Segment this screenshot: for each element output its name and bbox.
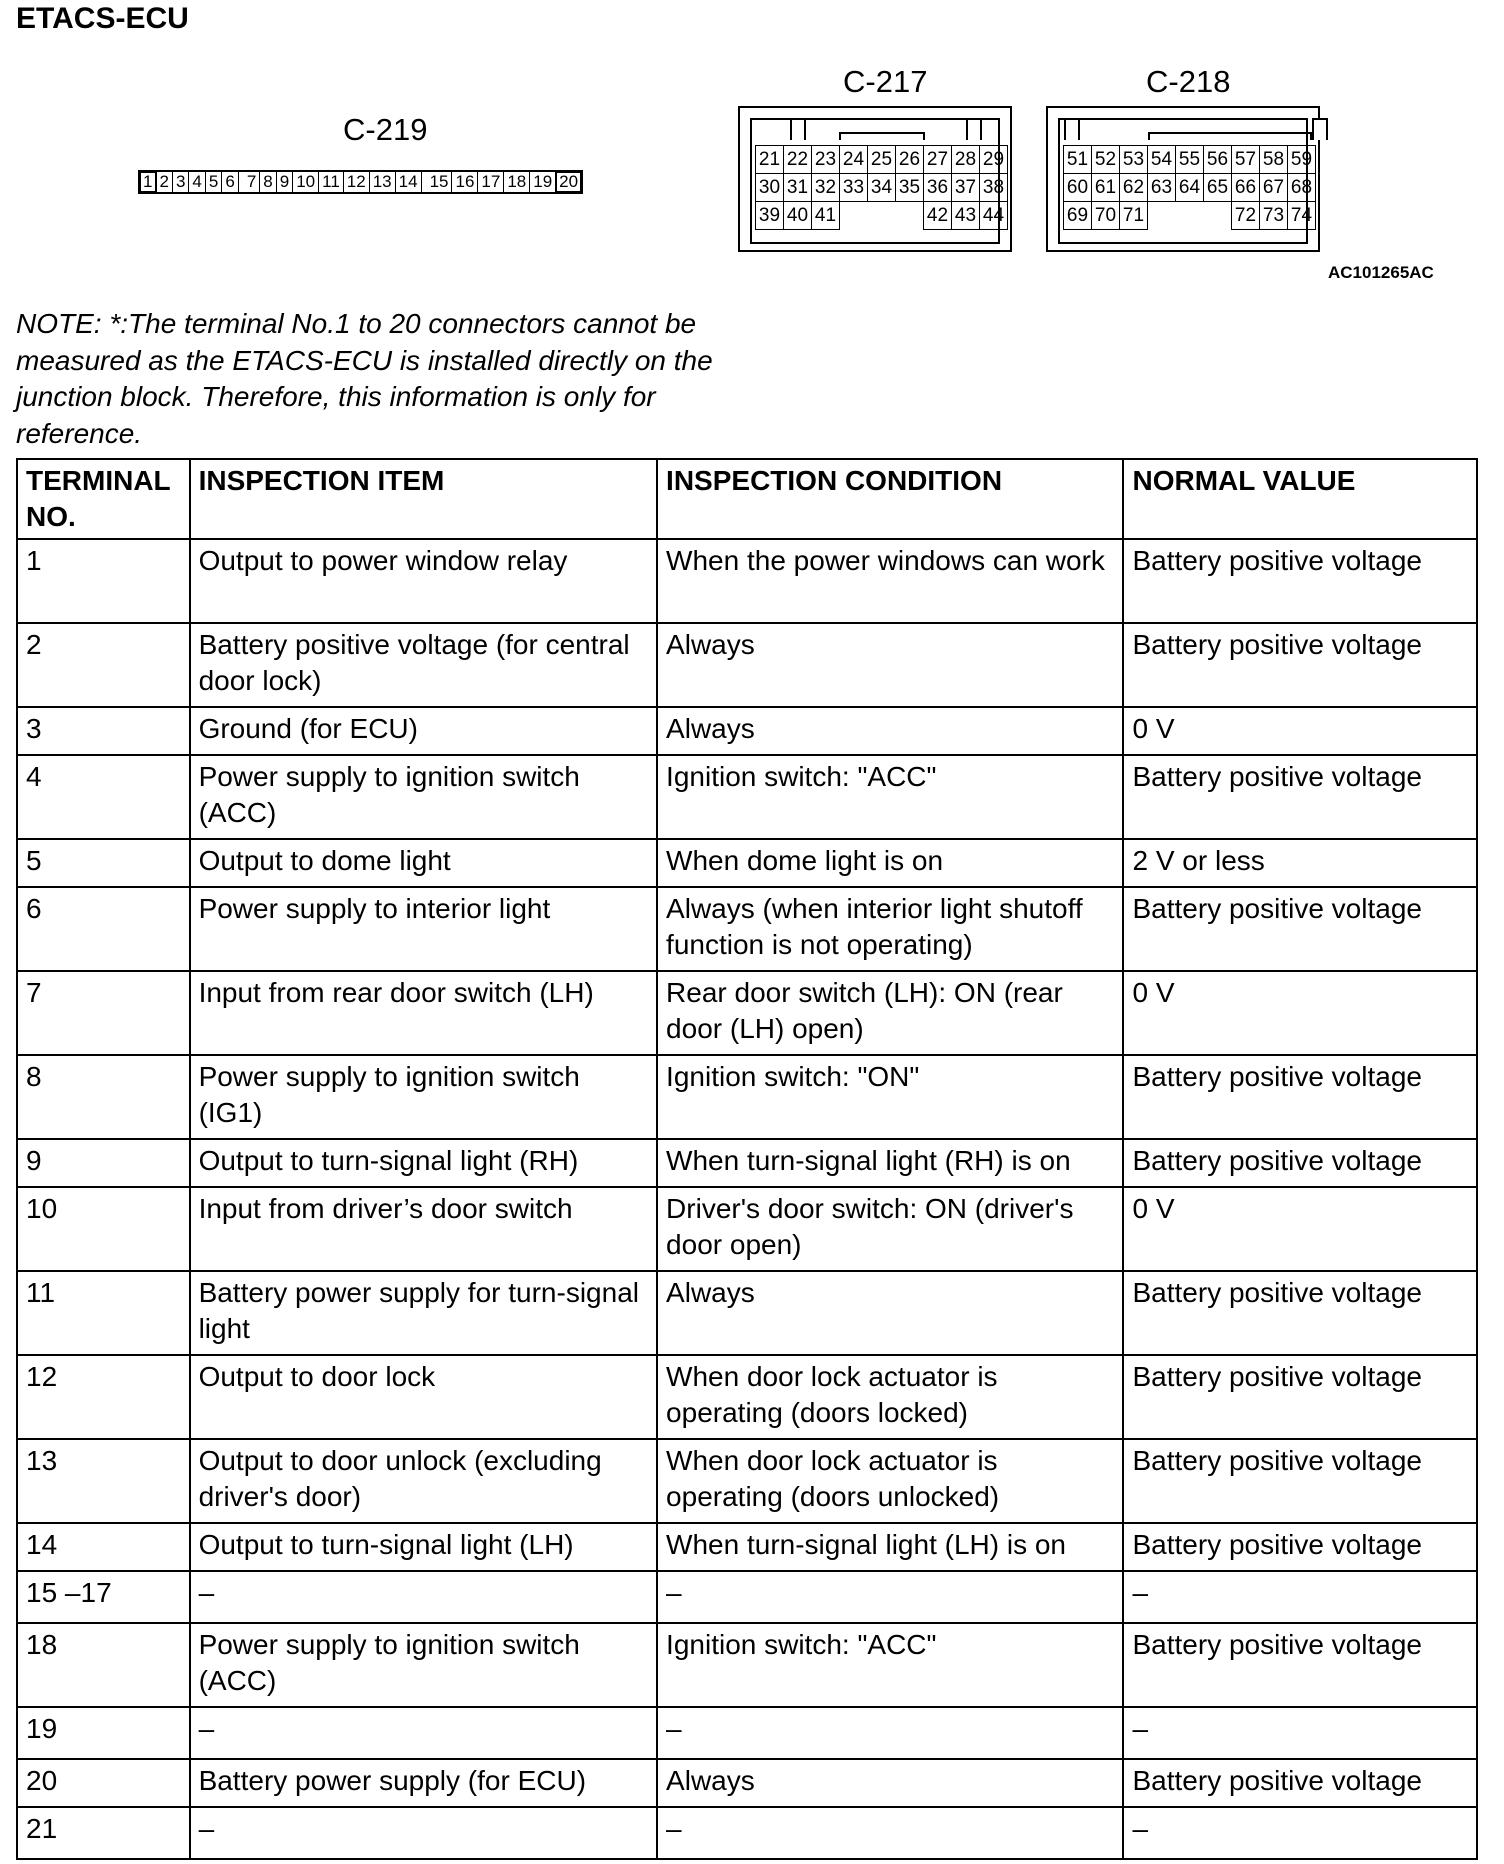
c217-pin: 34 bbox=[867, 173, 896, 202]
c218-pin: 53 bbox=[1119, 145, 1148, 174]
connector-c218-label: C-218 bbox=[1146, 64, 1231, 99]
note-text: NOTE: *:The terminal No.1 to 20 connectors cannot be measured as the ETACS-ECU is installed directly on the junction block. Therefore, this information is only for reference. bbox=[16, 308, 713, 449]
cell-inspection-item: Input from rear door switch (LH) bbox=[190, 971, 657, 1055]
cell-inspection-condition: When turn-signal light (LH) is on bbox=[657, 1523, 1123, 1571]
c218-pin: 62 bbox=[1119, 173, 1148, 202]
c218-pin: 51 bbox=[1063, 145, 1092, 174]
cell-inspection-condition: Ignition switch: "ON" bbox=[657, 1055, 1123, 1139]
cell-normal-value: – bbox=[1123, 1707, 1477, 1759]
cell-normal-value: Battery positive voltage bbox=[1123, 623, 1477, 707]
cell-inspection-condition: – bbox=[657, 1707, 1123, 1759]
c219-pin: 9 bbox=[277, 172, 293, 192]
table-row bbox=[17, 971, 1477, 1055]
c219-pin: 6 bbox=[222, 172, 238, 192]
cell-normal-value: Battery positive voltage bbox=[1123, 887, 1477, 971]
c219-pin: 13 bbox=[370, 172, 396, 192]
c217-pin: 42 bbox=[923, 201, 952, 230]
c218-pin: 57 bbox=[1231, 145, 1260, 174]
cell-inspection-item: Output to power window relay bbox=[190, 539, 657, 623]
c217-pin: 29 bbox=[979, 145, 1008, 174]
c217-pin: 38 bbox=[979, 173, 1008, 202]
c217-pin: 24 bbox=[839, 145, 868, 174]
c218-pin: 55 bbox=[1175, 145, 1204, 174]
c218-pin: 69 bbox=[1063, 201, 1092, 230]
cell-inspection-condition: Ignition switch: "ACC" bbox=[657, 1623, 1123, 1707]
cell-normal-value: 2 V or less bbox=[1123, 839, 1477, 887]
c217-pin: 33 bbox=[839, 173, 868, 202]
c217-pin: 21 bbox=[755, 145, 784, 174]
cell-inspection-condition: Always bbox=[657, 623, 1123, 707]
c217-pin: 40 bbox=[783, 201, 812, 230]
c217-pin bbox=[839, 201, 868, 230]
header-inspection-condition: INSPECTION CONDITION bbox=[657, 459, 1123, 539]
c218-pin: 70 bbox=[1091, 201, 1120, 230]
cell-terminal-no: 2 bbox=[17, 623, 190, 707]
c217-pin: 23 bbox=[811, 145, 840, 174]
c217-pin: 28 bbox=[951, 145, 980, 174]
c218-pin: 60 bbox=[1063, 173, 1092, 202]
c219-pin: 2 bbox=[156, 172, 172, 192]
c218-pin: 59 bbox=[1287, 145, 1316, 174]
c219-pin: 15 bbox=[422, 172, 453, 192]
c219-pin: 10 bbox=[293, 172, 319, 192]
table-row bbox=[17, 1355, 1477, 1439]
connector-c218-diagram bbox=[1046, 106, 1320, 252]
cell-inspection-item: Output to door unlock (excluding driver's door) bbox=[190, 1439, 657, 1523]
c217-pin: 32 bbox=[811, 173, 840, 202]
cell-inspection-condition: When the power windows can work bbox=[657, 539, 1123, 623]
cell-terminal-no: 6 bbox=[17, 887, 190, 971]
c219-pin: 12 bbox=[344, 172, 370, 192]
c217-pin: 27 bbox=[923, 145, 952, 174]
c219-pin: 17 bbox=[478, 172, 504, 192]
connector-c219-diagram bbox=[138, 170, 583, 194]
c219-pin: 18 bbox=[504, 172, 530, 192]
table-row bbox=[17, 887, 1477, 971]
cell-inspection-condition: Always bbox=[657, 1759, 1123, 1807]
cell-inspection-item: Battery positive voltage (for central door lock) bbox=[190, 623, 657, 707]
c219-pin: 14 bbox=[396, 172, 422, 192]
connector-c217-label: C-217 bbox=[843, 64, 928, 99]
header-normal-value: NORMAL VALUE bbox=[1123, 459, 1477, 539]
cell-normal-value: 0 V bbox=[1123, 971, 1477, 1055]
cell-inspection-item: Input from driver’s door switch bbox=[190, 1187, 657, 1271]
c219-pin: 16 bbox=[452, 172, 478, 192]
cell-terminal-no: 4 bbox=[17, 755, 190, 839]
cell-inspection-condition: When door lock actuator is operating (doors unlocked) bbox=[657, 1439, 1123, 1523]
cell-terminal-no: 18 bbox=[17, 1623, 190, 1707]
cell-terminal-no: 3 bbox=[17, 707, 190, 755]
cell-inspection-condition: – bbox=[657, 1807, 1123, 1859]
c217-pin: 43 bbox=[951, 201, 980, 230]
cell-normal-value: Battery positive voltage bbox=[1123, 539, 1477, 623]
c217-pin: 31 bbox=[783, 173, 812, 202]
cell-inspection-item: Battery power supply (for ECU) bbox=[190, 1759, 657, 1807]
c218-pin: 63 bbox=[1147, 173, 1176, 202]
cell-inspection-condition: Rear door switch (LH): ON (rear door (LH) open) bbox=[657, 971, 1123, 1055]
c217-pin: 35 bbox=[895, 173, 924, 202]
cell-terminal-no: 13 bbox=[17, 1439, 190, 1523]
cell-terminal-no: 9 bbox=[17, 1139, 190, 1187]
figure-code: AC101265AC bbox=[1328, 263, 1434, 282]
c218-pin bbox=[1175, 201, 1204, 230]
cell-normal-value: 0 V bbox=[1123, 1187, 1477, 1271]
cell-inspection-item: Output to turn-signal light (RH) bbox=[190, 1139, 657, 1187]
table-row bbox=[17, 839, 1477, 887]
c218-pin: 52 bbox=[1091, 145, 1120, 174]
table-row bbox=[17, 755, 1477, 839]
table-row bbox=[17, 1055, 1477, 1139]
cell-normal-value: Battery positive voltage bbox=[1123, 1759, 1477, 1807]
c217-pin: 41 bbox=[811, 201, 840, 230]
c219-pin: 7 bbox=[239, 172, 260, 192]
cell-inspection-item: Output to door lock bbox=[190, 1355, 657, 1439]
c217-pin: 37 bbox=[951, 173, 980, 202]
table-row bbox=[17, 1439, 1477, 1523]
cell-inspection-item: Power supply to ignition switch (IG1) bbox=[190, 1055, 657, 1139]
cell-terminal-no: 21 bbox=[17, 1807, 190, 1859]
cell-terminal-no: 12 bbox=[17, 1355, 190, 1439]
table-row bbox=[17, 1187, 1477, 1271]
cell-inspection-item: Power supply to ignition switch (ACC) bbox=[190, 1623, 657, 1707]
c219-pin: 1 bbox=[140, 172, 156, 192]
header-inspection-item: INSPECTION ITEM bbox=[190, 459, 657, 539]
table-row bbox=[17, 1139, 1477, 1187]
table-row bbox=[17, 539, 1477, 623]
c217-pin: 30 bbox=[755, 173, 784, 202]
table-row bbox=[17, 1707, 1477, 1759]
cell-normal-value: – bbox=[1123, 1571, 1477, 1623]
cell-normal-value: Battery positive voltage bbox=[1123, 1623, 1477, 1707]
c219-pin: 19 bbox=[530, 172, 556, 192]
cell-inspection-item: Power supply to interior light bbox=[190, 887, 657, 971]
cell-inspection-condition: Always bbox=[657, 1271, 1123, 1355]
cell-normal-value: Battery positive voltage bbox=[1123, 1439, 1477, 1523]
c218-pin: 65 bbox=[1203, 173, 1232, 202]
cell-inspection-condition: Driver's door switch: ON (driver's door open) bbox=[657, 1187, 1123, 1271]
cell-inspection-item: – bbox=[190, 1807, 657, 1859]
c219-pin: 11 bbox=[319, 172, 344, 192]
c219-pin: 5 bbox=[206, 172, 222, 192]
c217-pin: 39 bbox=[755, 201, 784, 230]
cell-inspection-item: Power supply to ignition switch (ACC) bbox=[190, 755, 657, 839]
table-row bbox=[17, 1523, 1477, 1571]
cell-inspection-item: Battery power supply for turn-signal light bbox=[190, 1271, 657, 1355]
table-row bbox=[17, 1623, 1477, 1707]
cell-inspection-item: Ground (for ECU) bbox=[190, 707, 657, 755]
c218-pin: 68 bbox=[1287, 173, 1316, 202]
table-row bbox=[17, 707, 1477, 755]
cell-normal-value: Battery positive voltage bbox=[1123, 1139, 1477, 1187]
c217-pin: 25 bbox=[867, 145, 896, 174]
cell-normal-value: Battery positive voltage bbox=[1123, 1523, 1477, 1571]
c218-pin: 67 bbox=[1259, 173, 1288, 202]
cell-terminal-no: 10 bbox=[17, 1187, 190, 1271]
c218-pin: 61 bbox=[1091, 173, 1120, 202]
cell-terminal-no: 14 bbox=[17, 1523, 190, 1571]
c218-pin: 71 bbox=[1119, 201, 1148, 230]
cell-normal-value: – bbox=[1123, 1807, 1477, 1859]
c218-pin bbox=[1147, 201, 1176, 230]
cell-normal-value: 0 V bbox=[1123, 707, 1477, 755]
c218-pin: 66 bbox=[1231, 173, 1260, 202]
cell-inspection-condition: Ignition switch: "ACC" bbox=[657, 755, 1123, 839]
cell-inspection-item: – bbox=[190, 1571, 657, 1623]
c218-pin: 64 bbox=[1175, 173, 1204, 202]
cell-terminal-no: 19 bbox=[17, 1707, 190, 1759]
cell-inspection-condition: When turn-signal light (RH) is on bbox=[657, 1139, 1123, 1187]
c217-pin bbox=[867, 201, 896, 230]
cell-terminal-no: 15 –17 bbox=[17, 1571, 190, 1623]
c217-pin: 22 bbox=[783, 145, 812, 174]
c218-pin: 54 bbox=[1147, 145, 1176, 174]
c218-pin: 74 bbox=[1287, 201, 1316, 230]
c217-pin: 44 bbox=[979, 201, 1008, 230]
c219-pin: 20 bbox=[556, 172, 581, 192]
cell-inspection-item: Output to dome light bbox=[190, 839, 657, 887]
cell-inspection-condition: When dome light is on bbox=[657, 839, 1123, 887]
inspection-table bbox=[16, 458, 1478, 1860]
page-title: ETACS-ECU bbox=[16, 2, 189, 35]
cell-terminal-no: 5 bbox=[17, 839, 190, 887]
cell-terminal-no: 8 bbox=[17, 1055, 190, 1139]
c219-pin: 3 bbox=[173, 172, 189, 192]
c218-pin: 58 bbox=[1259, 145, 1288, 174]
table-row bbox=[17, 1807, 1477, 1859]
c218-pin: 72 bbox=[1231, 201, 1260, 230]
c218-pin: 73 bbox=[1259, 201, 1288, 230]
connector-c217-diagram bbox=[738, 106, 1012, 252]
cell-normal-value: Battery positive voltage bbox=[1123, 1055, 1477, 1139]
cell-inspection-item: Output to turn-signal light (LH) bbox=[190, 1523, 657, 1571]
c219-pin: 8 bbox=[260, 172, 276, 192]
c218-pin: 56 bbox=[1203, 145, 1232, 174]
cell-normal-value: Battery positive voltage bbox=[1123, 755, 1477, 839]
header-terminal-no: TERMINAL NO. bbox=[17, 459, 190, 539]
cell-terminal-no: 11 bbox=[17, 1271, 190, 1355]
c217-pin: 36 bbox=[923, 173, 952, 202]
connector-c219-label: C-219 bbox=[343, 112, 428, 147]
cell-terminal-no: 7 bbox=[17, 971, 190, 1055]
cell-inspection-condition: Always (when interior light shutoff function is not operating) bbox=[657, 887, 1123, 971]
cell-normal-value: Battery positive voltage bbox=[1123, 1355, 1477, 1439]
table-row bbox=[17, 1271, 1477, 1355]
c219-pin: 4 bbox=[189, 172, 205, 192]
cell-inspection-item: – bbox=[190, 1707, 657, 1759]
table-row bbox=[17, 1759, 1477, 1807]
table-row bbox=[17, 1571, 1477, 1623]
cell-inspection-condition: – bbox=[657, 1571, 1123, 1623]
cell-normal-value: Battery positive voltage bbox=[1123, 1271, 1477, 1355]
cell-terminal-no: 1 bbox=[17, 539, 190, 623]
cell-inspection-condition: When door lock actuator is operating (doors locked) bbox=[657, 1355, 1123, 1439]
c217-pin bbox=[895, 201, 924, 230]
cell-terminal-no: 20 bbox=[17, 1759, 190, 1807]
table-row bbox=[17, 623, 1477, 707]
cell-inspection-condition: Always bbox=[657, 707, 1123, 755]
c217-pin: 26 bbox=[895, 145, 924, 174]
c218-pin bbox=[1203, 201, 1232, 230]
